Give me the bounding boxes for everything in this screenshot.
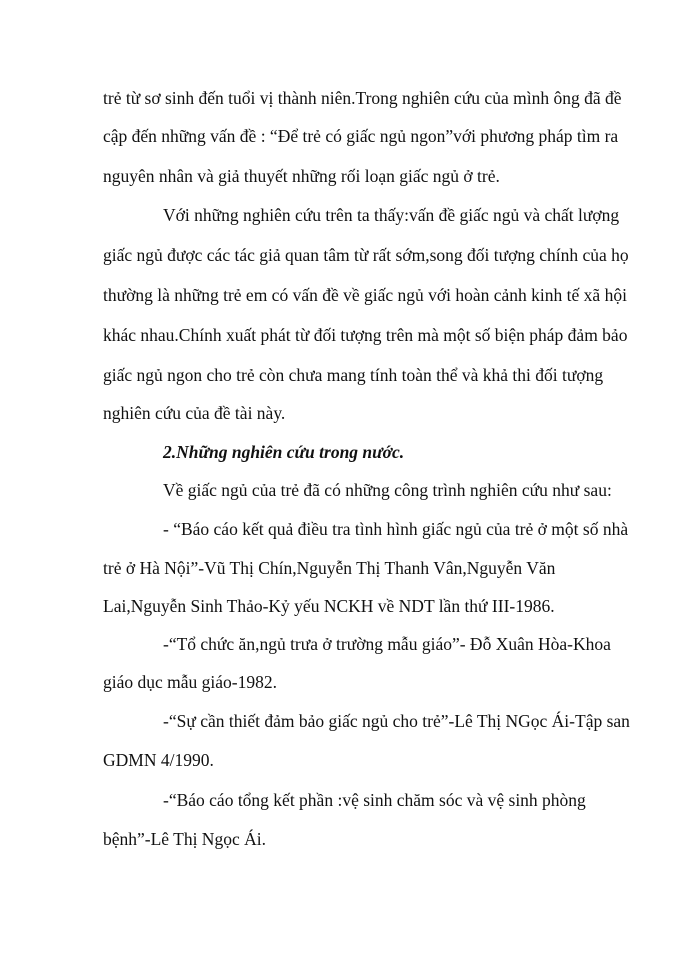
text-line: nghiên cứu của đề tài này. — [103, 403, 286, 423]
text-line: khác nhau.Chính xuất phát từ đối tượng trên mà một số biện pháp đảm bảo — [103, 325, 628, 345]
text-line: GDMN 4/1990. — [103, 750, 214, 770]
list-item-start-line: - “Báo cáo kết quả điều tra tình hình giấc ngủ của trẻ ở một số nhà — [163, 519, 629, 539]
text-line: Lai,Nguyễn Sinh Thảo-Kỷ yếu NCKH về NDT lần thứ III-1986. — [103, 596, 555, 616]
paragraph-start-line: Về giấc ngủ của trẻ đã có những công trình nghiên cứu như sau: — [163, 480, 612, 500]
text-line: trẻ ở Hà Nội”-Vũ Thị Chín,Nguyễn Thị Thanh Vân,Nguyễn Văn — [103, 558, 556, 578]
paragraph-start-line: Với những nghiên cứu trên ta thấy:vấn đề giấc ngủ và chất lượng — [163, 205, 620, 225]
text-line: nguyên nhân và giả thuyết những rối loạn giấc ngủ ở trẻ. — [103, 166, 500, 186]
list-item-start-line: -“Tổ chức ăn,ngủ trưa ở trường mẫu giáo”- Đỗ Xuân Hòa-Khoa — [163, 634, 611, 654]
text-line: thường là những trẻ em có vấn đề về giấc ngủ với hoàn cảnh kinh tế xã hội — [103, 285, 627, 305]
text-line: giấc ngủ ngon cho trẻ còn chưa mang tính toàn thể và khả thi đối tượng — [103, 365, 604, 385]
section-heading: 2.Những nghiên cứu trong nước. — [163, 442, 405, 462]
text-line: trẻ từ sơ sinh đến tuổi vị thành niên.Trong nghiên cứu của mình ông đã đề — [103, 88, 622, 108]
list-item-start-line: -“Sự cần thiết đảm bảo giấc ngủ cho trẻ”-Lê Thị NGọc Ái-Tập san — [163, 711, 630, 731]
text-line: giấc ngủ được các tác giả quan tâm từ rất sớm,song đối tượng chính của họ — [103, 245, 629, 265]
list-item-start-line: -“Báo cáo tổng kết phần :vệ sinh chăm sóc và vệ sinh phòng — [163, 790, 586, 810]
text-line: cập đến những vấn đề : “Để trẻ có giấc ngủ ngon”với phương pháp tìm ra — [103, 126, 619, 146]
text-line: giáo dục mẫu giáo-1982. — [103, 672, 277, 692]
text-line: bệnh”-Lê Thị Ngọc Ái. — [103, 829, 266, 849]
